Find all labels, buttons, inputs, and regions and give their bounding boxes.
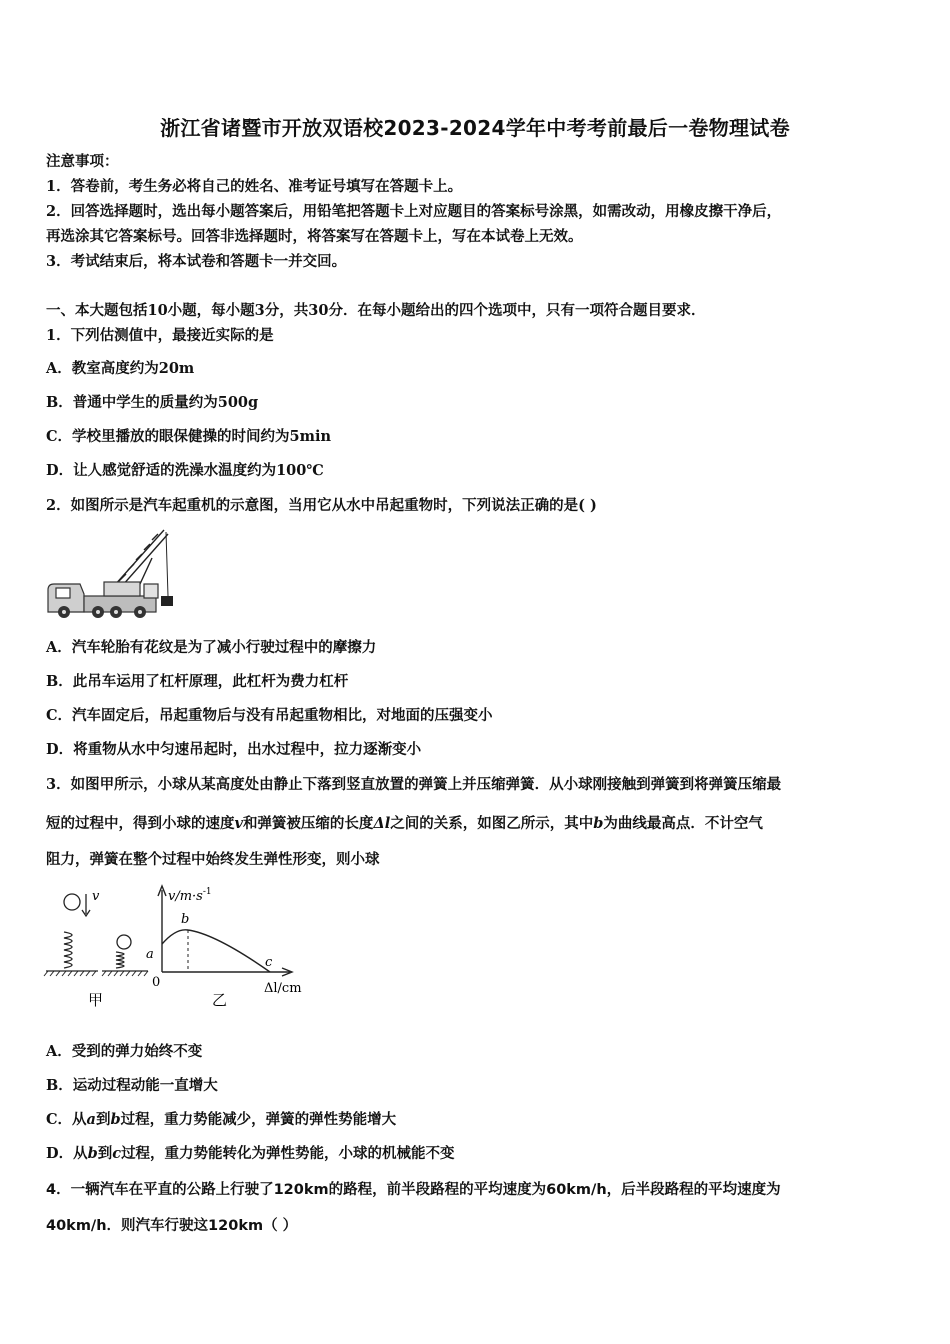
spring-uncompressed	[64, 932, 72, 968]
section1-intro: 一、本大题包括10小题，每小题3分，共30分．在每小题给出的四个选项中，只有一项符合题目要求．	[46, 302, 706, 319]
note-item-3: 3．考试结束后，将本试卷和答题卡一并交回。	[46, 253, 347, 270]
q2-option-d: D．将重物从水中匀速吊起时，出水过程中，拉力逐渐变小	[46, 741, 422, 758]
q2-stem: 2．如图所示是汽车起重机的示意图，当用它从水中吊起重物时，下列说法正确的是( )	[46, 497, 597, 514]
q3-option-a: A．受到的弹力始终不变	[46, 1043, 203, 1060]
q3-stem-line1: 3．如图甲所示，小球从某高度处由静止下落到竖直放置的弹簧上并压缩弹簧．从小球刚接触到弹簧到将弹簧压缩最	[46, 776, 782, 793]
falling-ball	[64, 894, 80, 910]
q3-option-c: C．从a到b过程，重力势能减少，弹簧的弹性势能增大	[46, 1111, 397, 1128]
crane-truck-figure	[44, 524, 184, 620]
q4-stem-line2: 40km/h．则汽车行驶这120km（ ）	[46, 1218, 298, 1234]
ball-on-spring	[117, 935, 131, 949]
note-item-1: 1．答卷前，考生务必将自己的姓名、准考证号填写在答题卡上。	[46, 178, 463, 195]
caption-jia: 甲	[88, 991, 104, 1009]
x-axis-label: Δl/cm	[264, 981, 302, 996]
point-c-label: c	[265, 955, 273, 970]
q1-option-a: A．教室高度约为20m	[46, 360, 195, 377]
origin-label: 0	[152, 975, 161, 990]
q2-option-c: C．汽车固定后，吊起重物后与没有吊起重物相比，对地面的压强变小	[46, 707, 493, 724]
q3-option-b: B．运动过程动能一直增大	[46, 1077, 218, 1094]
load-weight	[161, 596, 173, 606]
note-item-2-cont: 再选涂其它答案标号。回答非选择题时，将答案写在答题卡上，写在本试卷上无效。	[46, 228, 583, 245]
q1-option-c: C．学校里播放的眼保健操的时间约为5min	[46, 428, 332, 445]
caption-yi: 乙	[212, 991, 228, 1009]
q3-option-d: D．从b到c过程，重力势能转化为弹性势能，小球的机械能不变	[46, 1145, 455, 1162]
q1-option-d: D．让人感觉舒适的洗澡水温度约为100℃	[46, 462, 324, 479]
spring-velocity-figure	[40, 880, 330, 1015]
q1-option-b: B．普通中学生的质量约为500g	[46, 394, 259, 411]
q1-stem: 1．下列估测值中，最接近实际的是	[46, 327, 274, 344]
velocity-curve	[162, 930, 270, 972]
q2-option-a: A．汽车轮胎有花纹是为了减小行驶过程中的摩擦力	[46, 639, 377, 656]
q2-option-b: B．此吊车运用了杠杆原理，此杠杆为费力杠杆	[46, 673, 349, 690]
point-a-label: a	[146, 947, 154, 962]
exam-title: 浙江省诸暨市开放双语校2023-2024学年中考考前最后一卷物理试卷	[160, 116, 790, 140]
q3-stem-line3: 阻力，弹簧在整个过程中始终发生弹性形变，则小球	[46, 851, 380, 868]
q4-stem-line1: 4．一辆汽车在平直的公路上行驶了120km的路程，前半段路程的平均速度为60km/h，后半段路程的平均速度为	[46, 1182, 781, 1198]
v-label: v	[92, 889, 100, 904]
notes-heading: 注意事项：	[46, 153, 119, 170]
q3-stem-line2: 短的过程中，得到小球的速度v和弹簧被压缩的长度Δl之间的关系，如图乙所示，其中b为曲线最高点．不计空气	[46, 815, 763, 832]
spring-compressed	[116, 952, 124, 968]
point-b-label: b	[181, 912, 190, 927]
y-axis-label: $v/m\cdot s^{-1}$	[168, 887, 212, 904]
note-item-2: 2．回答选择题时，选出每小题答案后，用铅笔把答题卡上对应题目的答案标号涂黑，如需改动，用橡皮擦干净后，	[46, 203, 782, 220]
